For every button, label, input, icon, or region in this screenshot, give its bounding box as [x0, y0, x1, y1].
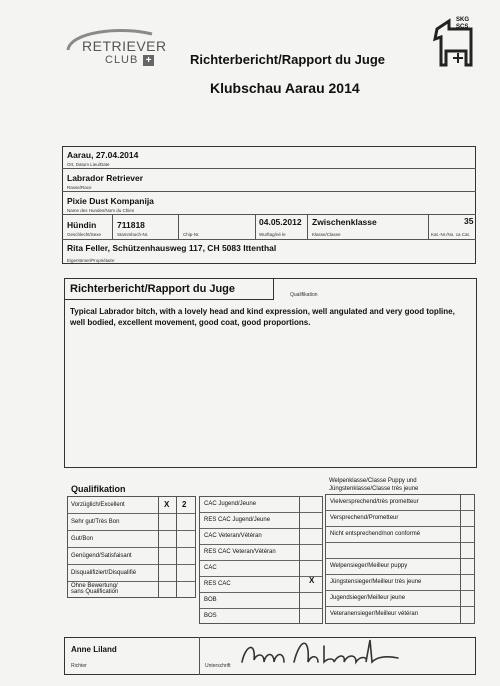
award-label: RES CAC Veteran/Vétéran: [204, 549, 276, 555]
report-title: Richterbericht/Rapport du Juge: [190, 52, 386, 67]
signature-caption: Unterschrift: [205, 663, 231, 669]
breed-caption: Rasse/Race: [67, 185, 92, 190]
birth-date-caption: Wurftag/né le: [259, 232, 286, 237]
award-label: CAC Veteran/Vétéran: [204, 533, 262, 539]
award-label: CAC Jugend/Jeune: [204, 501, 257, 507]
qualification-label: Gut/Bon: [71, 536, 94, 542]
judge-caption: Richter: [71, 663, 87, 669]
skg-line-2: SCS: [456, 24, 469, 30]
puppy-label: Nicht entsprechend/non conformé: [330, 531, 421, 537]
puppy-label: Jugendsieger/Meilleur jeune: [330, 595, 406, 601]
table-row: [200, 561, 322, 577]
qualification-rank: 2: [182, 500, 187, 509]
qualification-label: Disqualifiziert/Disqualifié: [71, 570, 137, 576]
qualification-label: Genügend/Satisfaisant: [71, 553, 132, 559]
awards-table: [199, 496, 323, 624]
puppy-heading-line-2: Jüngstenklasse/Classe très jeune: [329, 486, 419, 492]
qualification-heading: Qualifikation: [71, 484, 126, 494]
chip-caption: Chip-Nr.: [183, 232, 200, 237]
birth-date-value: 04.05.2012: [259, 217, 302, 227]
dog-name-value: Pixie Dust Kompanija: [67, 196, 154, 206]
award-label: CAC: [204, 565, 217, 571]
sex-caption: Geschlecht/Sexe: [67, 232, 102, 237]
logo-club: CLUB: [105, 54, 139, 66]
puppy-heading-line-1: Welpenklasse/Classe Puppy und: [329, 478, 417, 484]
qualification-label: Sehr gut/Très Bon: [71, 519, 120, 525]
puppy-label: Vielversprechend/très prometteur: [330, 499, 419, 505]
table-row: [200, 593, 322, 609]
qualification-label: Vorzüglich/Excellent: [71, 502, 125, 508]
report-text-line-2: well bodied, excellent movement, good coat, good proportions.: [70, 318, 311, 327]
show-date-caption: Ort, Datum Lieu/Date: [67, 162, 110, 167]
judge-signature: [238, 632, 408, 672]
sex-value: Hündin: [67, 220, 97, 230]
class-caption: Klasse/Classe: [312, 232, 341, 237]
dog-name-caption: Name des Hundes/Nom du Chien: [67, 208, 135, 213]
report-text-line-1: Typical Labrador bitch, with a lovely head and kind expression, well angulated and very good topline,: [70, 307, 455, 316]
catalog-number-caption: Kat.-Nr./No. ca Cat.: [431, 232, 471, 237]
puppy-heading: [329, 477, 418, 493]
qualification-label: Ohne Bewertung/ sans Qualification: [71, 583, 119, 595]
report-qualification-caption: Qualifikation: [290, 292, 318, 298]
judge-name: Anne Liland: [71, 645, 117, 654]
skg-logo: [433, 15, 481, 69]
report-heading: Richterbericht/Rapport du Juge: [70, 283, 236, 295]
award-label: RES CAC: [204, 581, 231, 587]
studbook-caption: Stammbuch-Nr.: [117, 232, 149, 237]
owner-caption: Eigentümer/Propriétaire: [67, 258, 115, 263]
award-label: RES CAC Jugend/Jeune: [204, 517, 271, 523]
award-mark: X: [309, 576, 315, 585]
skg-line-1: SKG: [456, 17, 470, 23]
puppy-label: Versprechend/Prometteur: [330, 515, 399, 521]
studbook-value: 711818: [117, 220, 145, 230]
puppy-label: Veteranensieger/Meilleur vétéran: [330, 611, 419, 617]
puppy-label: Jüngstensieger/Meilleur très jeune: [330, 579, 422, 585]
puppy-label: Welpensieger/Meilleur puppy: [330, 563, 408, 569]
event-title: Klubschau Aarau 2014: [210, 80, 360, 96]
award-label: BOS: [204, 613, 217, 619]
swiss-cross-icon: +: [143, 55, 154, 66]
breed-value: Labrador Retriever: [67, 173, 144, 183]
logo-word: RETRIEVER: [82, 38, 167, 54]
skg-text: [456, 17, 469, 31]
catalog-number-value: 35: [464, 216, 474, 226]
show-date-value: Aarau, 27.04.2014: [67, 150, 139, 160]
award-label: BOB: [204, 597, 217, 603]
qualification-mark: X: [164, 500, 170, 509]
owner-value: Rita Feller, Schützenhausweg 117, CH 5083 Ittenthal: [67, 243, 277, 253]
puppy-table: [325, 494, 475, 624]
club-logo: [60, 24, 167, 68]
table-row: [326, 543, 474, 559]
class-value: Zwischenklasse: [312, 217, 377, 227]
